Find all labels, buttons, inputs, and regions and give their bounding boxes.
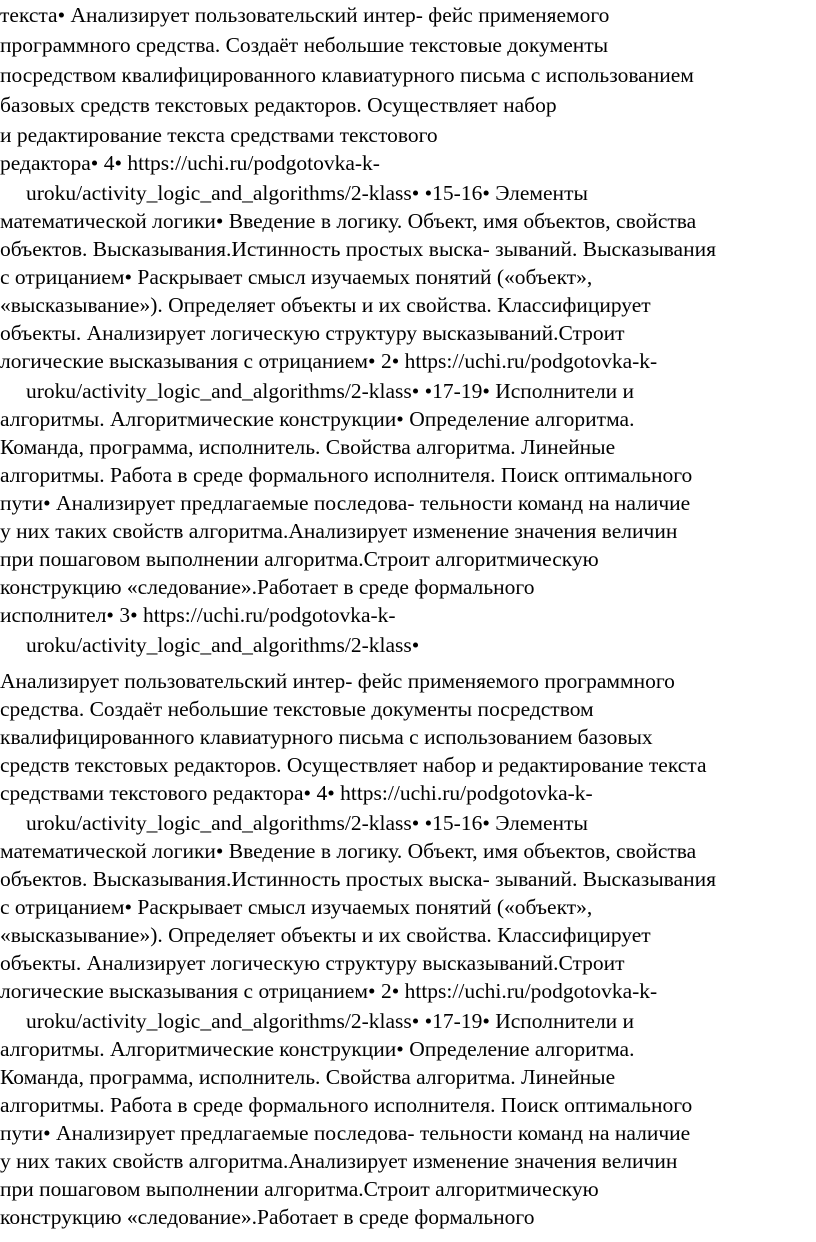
text-line: с отрицанием• Раскрывает смысл изучаемых понятий («объект»,: [0, 265, 593, 289]
url-line: uroku/activity_logic_and_algorithms/2-klass• •15-16• Элементы: [26, 181, 588, 205]
text-line: базовых средств текстовых редакторов. Осуществляет набор: [0, 93, 557, 117]
url-line: uroku/activity_logic_and_algorithms/2-klass• •17-19• Исполнители и: [26, 379, 635, 403]
text-line: Команда, программа, исполнитель. Свойства алгоритма. Линейные: [0, 435, 616, 459]
text-line: Команда, программа, исполнитель. Свойства алгоритма. Линейные: [0, 1065, 616, 1089]
text-line: программного средства. Создаёт небольшие текстовые документы: [0, 33, 609, 57]
text-line: пути• Анализирует предлагаемые последова- тельности команд на наличие: [0, 491, 691, 515]
text-line: алгоритмы. Работа в среде формального исполнителя. Поиск оптимального: [0, 1093, 693, 1117]
text-line: с отрицанием• Раскрывает смысл изучаемых понятий («объект»,: [0, 895, 593, 919]
text-line: алгоритмы. Алгоритмические конструкции• Определение алгоритма.: [0, 1037, 635, 1061]
text-line: редактора• 4• https://uchi.ru/podgotovka-k-: [0, 151, 380, 175]
text-line: конструкцию «следование».Работает в среде формального: [0, 1205, 535, 1229]
text-line: объектов. Высказывания.Истинность простых выска- зываний. Высказывания: [0, 867, 716, 891]
text-line: конструкцию «следование».Работает в среде формального: [0, 575, 535, 599]
text-line: «высказывание»). Определяет объекты и их свойства. Классифицирует: [0, 923, 651, 947]
text-line: средств текстовых редакторов. Осуществляет набор и редактирование текста: [0, 753, 707, 777]
text-line: Анализирует пользовательский интер- фейс применяемого программного: [0, 669, 675, 693]
text-line: объекты. Анализирует логическую структуру высказываний.Строит: [0, 951, 625, 975]
text-line: пути• Анализирует предлагаемые последова- тельности команд на наличие: [0, 1121, 691, 1145]
url-line: uroku/activity_logic_and_algorithms/2-klass• •15-16• Элементы: [26, 811, 588, 835]
text-line: объекты. Анализирует логическую структуру высказываний.Строит: [0, 321, 625, 345]
text-line: квалифицированного клавиатурного письма с использованием базовых: [0, 725, 653, 749]
text-line: при пошаговом выполнении алгоритма.Строит алгоритмическую: [0, 547, 599, 571]
text-line: объектов. Высказывания.Истинность простых выска- зываний. Высказывания: [0, 237, 716, 261]
text-line: у них таких свойств алгоритма.Анализирует изменение значения величин: [0, 519, 678, 543]
text-line: логические высказывания с отрицанием• 2• https://uchi.ru/podgotovka-k-: [0, 349, 658, 373]
text-line: и редактирование текста средствами текстового: [0, 123, 438, 147]
text-line: алгоритмы. Работа в среде формального исполнителя. Поиск оптимального: [0, 463, 693, 487]
url-line: uroku/activity_logic_and_algorithms/2-klass•: [26, 633, 420, 657]
text-line: средства. Создаёт небольшие текстовые документы посредством: [0, 697, 594, 721]
text-line: математической логики• Введение в логику. Объект, имя объектов, свойства: [0, 839, 697, 863]
text-line: средствами текстового редактора• 4• https://uchi.ru/podgotovka-k-: [0, 781, 593, 805]
text-line: логические высказывания с отрицанием• 2• https://uchi.ru/podgotovka-k-: [0, 979, 658, 1003]
text-line: текста• Анализирует пользовательский интер- фейс применяемого: [0, 3, 610, 27]
text-line: у них таких свойств алгоритма.Анализирует изменение значения величин: [0, 1149, 678, 1173]
text-line: при пошаговом выполнении алгоритма.Строит алгоритмическую: [0, 1177, 599, 1201]
url-line: uroku/activity_logic_and_algorithms/2-klass• •17-19• Исполнители и: [26, 1009, 635, 1033]
text-line: «высказывание»). Определяет объекты и их свойства. Классифицирует: [0, 293, 651, 317]
text-line: исполнител• 3• https://uchi.ru/podgotovka-k-: [0, 603, 396, 627]
text-line: алгоритмы. Алгоритмические конструкции• Определение алгоритма.: [0, 407, 635, 431]
text-line: посредством квалифицированного клавиатурного письма с использованием: [0, 63, 694, 87]
text-line: математической логики• Введение в логику. Объект, имя объектов, свойства: [0, 209, 697, 233]
